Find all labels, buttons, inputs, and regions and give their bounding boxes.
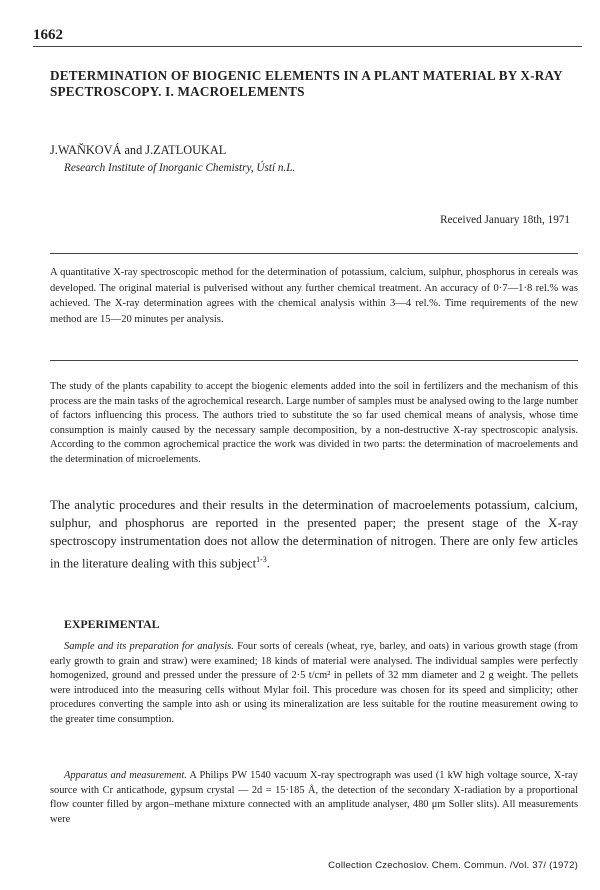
header-rule bbox=[33, 46, 582, 47]
authors: J.WAŇKOVÁ and J.ZATLOUKAL bbox=[50, 143, 227, 157]
apparatus-text: A Philips PW 1540 vacuum X-ray spectrograph was used (1 kW high voltage source, X-ray source with Cr anticathode, gypsum crystal — 2d = 15·185 Å, the detection of the secondary X-radiation by a proportional flow counter filled by argon–methane mixture connected with an amplitude analyser, 480 μm Soller slits). All measurements were bbox=[50, 770, 578, 825]
received-date: Received January 18th, 1971 bbox=[440, 214, 570, 226]
sample-paragraph bbox=[50, 640, 578, 728]
sample-subheading: Sample and its preparation for analysis. bbox=[64, 641, 234, 652]
sample-text: Four sorts of cereals (wheat, rye, barley, and oats) in various growth stage (from early growth to grain and straw) were examined; 18 kinds of material were analysed. The individual samples were perfectly homogenized, ground and pressed under the pressure of 2·5 t/cm² in pellets of 32 mm diameter and 2 g weight. The pellets were introduced into the measuring cells without Mylar foil. This procedure was chosen for its speed and simplicity; other procedures converting the sample into ash or using its mineralization are less suitable for the routine measurement owing to the greater time consumption. bbox=[50, 641, 578, 725]
abstract-top-rule bbox=[50, 253, 578, 254]
section-heading: EXPERIMENTAL bbox=[64, 617, 160, 631]
affiliation: Research Institute of Inorganic Chemistry, Ústí n.L. bbox=[64, 162, 296, 174]
reference-superscript: 1-3 bbox=[256, 554, 267, 564]
apparatus-subheading: Apparatus and measurement. bbox=[64, 770, 187, 781]
scope-paragraph: The analytic procedures and their results in the determination of macroelements potassium, calcium, sulphur, and phosphorus are reported in the presented paper; the present stage of the X-ray spectroscopy instrumentation does not allow the determination of nitrogen. There are only few articles in the literature dealing with this subject$^{1-3}$. bbox=[50, 498, 578, 570]
intro-paragraph: The study of the plants capability to accept the biogenic elements added into the soil in fertilizers and the mechanism of this process are the main tasks of the agrochemical research. Large number of samples must be analysed owing to the large number of factors influencing this process. The authors tried to substitute the so far used chemical means of analysis, whose time consumption is mainly caused by the necessary sample decomposition, by a non-destructive X-ray spectroscopic analysis. According to the common agrochemical practice the work was divided in two parts: the determination of macroelements and the determination of microelements. bbox=[50, 381, 578, 465]
apparatus-paragraph bbox=[50, 769, 578, 827]
abstract: A quantitative X-ray spectroscopic method for the determination of potassium, calcium, sulphur, phosphorus in cereals was developed. The original material is pulverised without any further chemical treatment. An accuracy of 0·7—1·8 rel.% was achieved. The X-ray determination agrees with the chemical analysis within 3—4 rel.%. Time requirements of the new method are 15—20 minutes per analysis. bbox=[50, 267, 578, 325]
page-number: 1662 bbox=[33, 27, 63, 43]
abstract-bottom-rule bbox=[50, 360, 578, 361]
article-title: DETERMINATION OF BIOGENIC ELEMENTS IN A PLANT MATERIAL BY X-RAY SPECTROSCOPY. I. MACROELEMENTS bbox=[50, 68, 563, 99]
scope-text: The analytic procedures and their results in the determination of macroelements potassium, calcium, sulphur, and phosphorus are reported in the presented paper; the present stage of the X-ray spectroscopy instrumentation does not allow the determination of nitrogen. There are only few articles in the literature dealing with this subject bbox=[50, 498, 578, 570]
journal-footer: Collection Czechoslov. Chem. Commun. /Vol. 37/ (1972) bbox=[328, 860, 578, 871]
